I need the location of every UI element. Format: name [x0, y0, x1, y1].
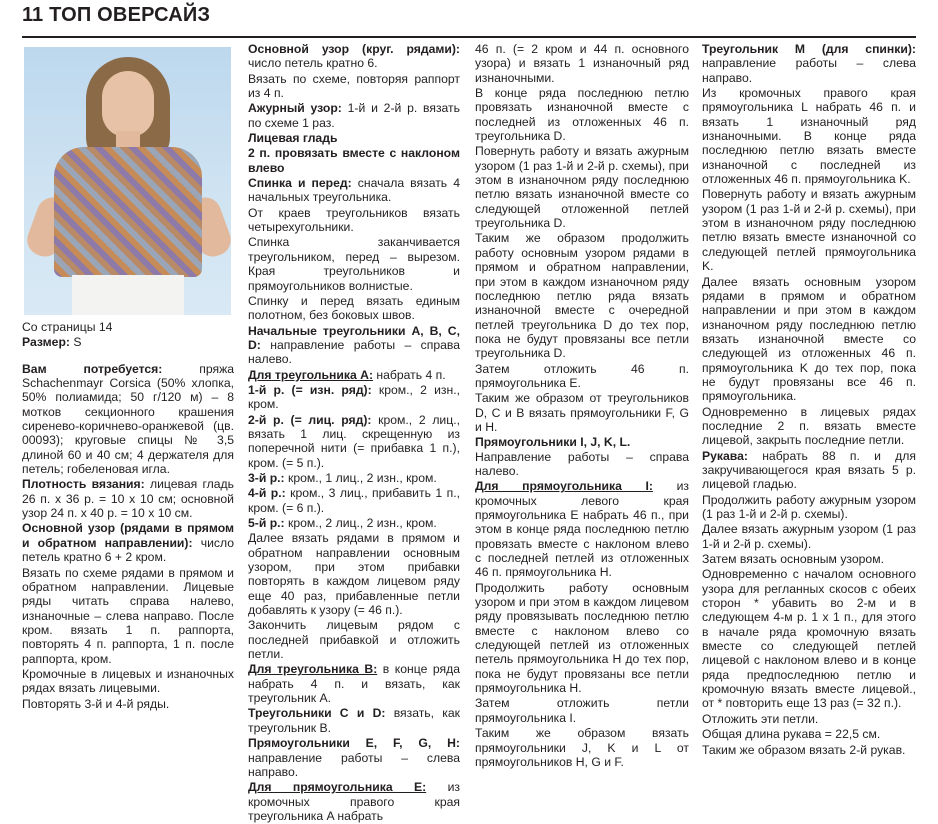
column-3: [475, 42, 689, 770]
col4-p12: Таким же образом вязать 2-й рукав.: [702, 742, 906, 757]
face-shape: [102, 71, 154, 137]
column-2: [248, 42, 460, 824]
col4-p2: Повернуть работу и вязать ажурным узором (1 раз 1-й и 2-й р. схемы), при этом в изнаночном ряду последнюю петлю вязать вместе изнаночной со следующей петлей прямоугольника K.: [702, 187, 916, 274]
page-number: 11: [22, 4, 44, 26]
col4-p3: Далее вязать основным узором рядами в прямом и обратном направлении и при этом в каждом изнаночном ряду последнюю петлю вязать изнаночной вместе со следующей из отложенных 46 п. прямоугольника K до тех пор, пока не будут провязаны все 46 п. прямоугольника.: [702, 274, 916, 404]
page-title: ТОП ОВЕРСАЙЗ: [49, 4, 211, 26]
col3-p5: Затем отложить 46 п. прямоугольника E.: [475, 361, 689, 390]
rectangle-i: Для прямоугольника I: из кромочных левого края прямоугольника E набрать 46 п., при этом в конце ряда последнюю петлю провязать вместе с наклоном влево с последней петлей из отложенных 46 п. прямоугольника H.: [475, 479, 689, 580]
col4-p7: Далее вязать ажурным узором (1 раз 1-й и 2-й р. схемы).: [702, 522, 916, 551]
triangle-a: Для треугольника A: набрать 4 п.: [248, 367, 446, 382]
rectangle-e: Для прямоугольника E: из кромочных правого края треугольника A набрать: [248, 780, 460, 823]
model-photo: [24, 47, 231, 315]
col4-p1: Из кромочных правого края прямоугольника L набрать 46 п. и вязать 1 изнаночный ряд изнаночными. В конце ряда последнюю петлю вязать вместе изнаночной с последней из отложенных 46 п. прямоугольника K.: [702, 86, 916, 187]
materials: Вам потребуется: пряжа Schachenmayr Corsica (50% хлопка, 50% полиамида; 50 г/120 м) – 8 мотков секционного крашения сиренево-коричнево-оранжевой (цв. 00093); круговые спицы № 3,5 длиной 60 и 40 см; 4 держателя для петель; гобеленовая игла.: [22, 361, 235, 477]
triangle-b: Для треугольника B: в конце ряда набрать 4 п. и вязать, как треугольник A.: [248, 662, 460, 706]
triangles-c-d: Треугольники C и D: вязать, как треугольник B.: [248, 706, 460, 735]
col4-p11: Общая длина рукава = 22,5 см.: [702, 727, 881, 742]
row-5: 5-й р.: кром., 2 лиц., 2 изн., кром.: [248, 516, 437, 530]
main-pattern-flat: Основной узор (рядами в прямом и обратном направлении): число петель кратно 6 + 2 кром.: [22, 521, 235, 565]
row-3: 3-й р.: кром., 1 лиц., 2 изн., кром.: [248, 470, 437, 485]
rectangles-ijkl: Прямоугольники I, J, K, L. Направление работы – справа налево.: [475, 435, 689, 478]
rectangles-efgh: Прямоугольники E, F, G, H: направление работы – слева направо.: [248, 736, 460, 779]
main-pattern-desc: Вязать по схеме рядами в прямом и обратном направлении. Лицевые ряды читать справа налево, изнаночные – слева направо. После кром. вязать 1 п. раппорта, повторять 4 п. раппорта, 1 п. после раппорта, кром.: [22, 565, 234, 666]
col3-p1: 46 п. (= 2 кром и 44 п. основного узора) и вязать 1 изнаночный ряд изнаночными.: [475, 42, 689, 85]
col3-p4: Таким же образом продолжить работу основным узором рядами в прямом и обратном направлении, при этом в каждом изнаночном ряду последнюю петлю ряда вязать изнаночной вместе с очередной петлей треугольника D до тех пор, пока не будут провязаны все петли треугольника D.: [475, 231, 689, 361]
back-front-p3: Спинка заканчивается треугольником, перед – вырезом. Края треугольников и прямоугольников волнистые.: [248, 235, 460, 293]
col3-p6: Таким же образом от треугольников D, C и B вязать прямоугольники F, G и H.: [475, 391, 689, 434]
col4-p8: Затем вязать основным узором.: [702, 552, 884, 567]
column-1: [22, 320, 234, 712]
selvage-note: Кромочные в лицевых и изнаночных рядах вязать лицевыми.: [22, 666, 234, 696]
col3-p2: В конце ряда последнюю петлю провязать изнаночной вместе с последней из отложенных 46 п. треугольника D.: [475, 86, 689, 144]
col4-p6: Продолжить работу ажурным узором (1 раз 1-й и 2-й р. схемы).: [702, 492, 916, 521]
round-pattern: Основной узор (круг. рядами): число петель кратно 6.: [248, 42, 460, 71]
col4-p10: Отложить эти петли.: [702, 711, 819, 726]
col4-p4: Одновременно в лицевых рядах последние 2 п. вязать вместе лицевой, закрыть последние петли.: [702, 404, 916, 448]
source-ref: Со страницы 14: [22, 320, 113, 334]
col3-p8: Продолжить работу основным узором и при этом в каждом лицевом ряду провязывать последнюю петлю вместе с наклоном влево со следующей петлей из отложенных петель прямоугольника H до тех пор, пока не будут провязаны все петли прямоугольника H.: [475, 580, 689, 696]
triangle-m: Треугольник M (для спинки): направление работы – слева направо.: [702, 42, 916, 85]
sleeves: Рукава: набрать 88 п. и для закручивающегося края вязать 5 р. лицевой гладью.: [702, 448, 916, 492]
row-1: 1-й р. (= изн. ряд): кром., 2 изн., кром.: [248, 382, 460, 412]
finish-rows: Закончить лицевым рядом с последней прибавкой и отложить петли.: [248, 618, 460, 662]
back-front-p4: Спинку и перед вязать единым полотном, без боковых швов.: [248, 293, 460, 323]
size-line: Размер: S: [22, 335, 82, 350]
column-4: [702, 42, 916, 758]
initial-triangles: Начальные треугольники A, B, C, D: направление работы – справа налево.: [248, 323, 460, 367]
decrease-heading: 2 п. провязать вместе с наклоном влево: [248, 146, 460, 175]
col4-p9: Одновременно с началом основного узора для регланных скосов с обеих сторон * убавить во 2-м и в следующем 4-м р. 1 х 1 п., для этого в начале ряда кромочную вязать вместе со следующей петлей лицевой с наклоном влево и в конце ряда предпоследнюю петлю и кромочную вязать вместе лицевой., от * повторить еще 13 раз (= 32 п.).: [702, 567, 916, 711]
col3-p9: Затем отложить петли прямоугольника I.: [475, 696, 689, 725]
knitted-top-shape: [54, 147, 202, 277]
gauge: Плотность вязания: лицевая гладь 26 п. х 36 р. = 10 х 10 см; основной узор 24 п. х 40 р. = 10 х 10 см.: [22, 477, 234, 521]
back-front: Спинка и перед: сначала вязать 4 начальных треугольника.: [248, 176, 460, 205]
row-4: 4-й р.: кром., 3 лиц., прибавить 1 п., кром. (= 6 п.).: [248, 486, 460, 515]
further-rows: Далее вязать рядами в прямом и обратном направлении основным узором, при этом прибавки повторять в каждом лицевом ряду еще 40 раз, прибавленные петли добавлять к узору (= 46 п.).: [248, 531, 460, 618]
header-divider: [22, 36, 916, 38]
jeans-shape: [72, 275, 184, 315]
round-pattern-desc: Вязать по схеме, повторяя раппорт из 4 п.: [248, 71, 460, 101]
lace-pattern: Ажурный узор: 1-й и 2-й р. вязать по схеме 1 раз.: [248, 101, 460, 130]
stockinette-heading: Лицевая гладь: [248, 131, 338, 146]
repeat-note: Повторять 3-й и 4-й ряды.: [22, 696, 170, 711]
col3-p3: Повернуть работу и вязать ажурным узором (1 раз 1-й и 2-й р. схемы), при этом в изнаночном ряду последнюю петлю вязать изнаночной вместе со следующей отложенной петлей треугольника D.: [475, 144, 689, 231]
row-2: 2-й р. (= лиц. ряд): кром., 2 лиц., вязать 1 лиц. скрещенную из поперечной нити (= прибавка 1 п.), кром. (= 5 п.).: [248, 412, 460, 470]
back-front-p2: От краев треугольников вязать четырехугольники.: [248, 205, 460, 235]
page-header: [22, 4, 210, 36]
col3-p10: Таким же образом вязать прямоугольники J, K и L от прямоугольников H, G и F.: [475, 726, 689, 769]
